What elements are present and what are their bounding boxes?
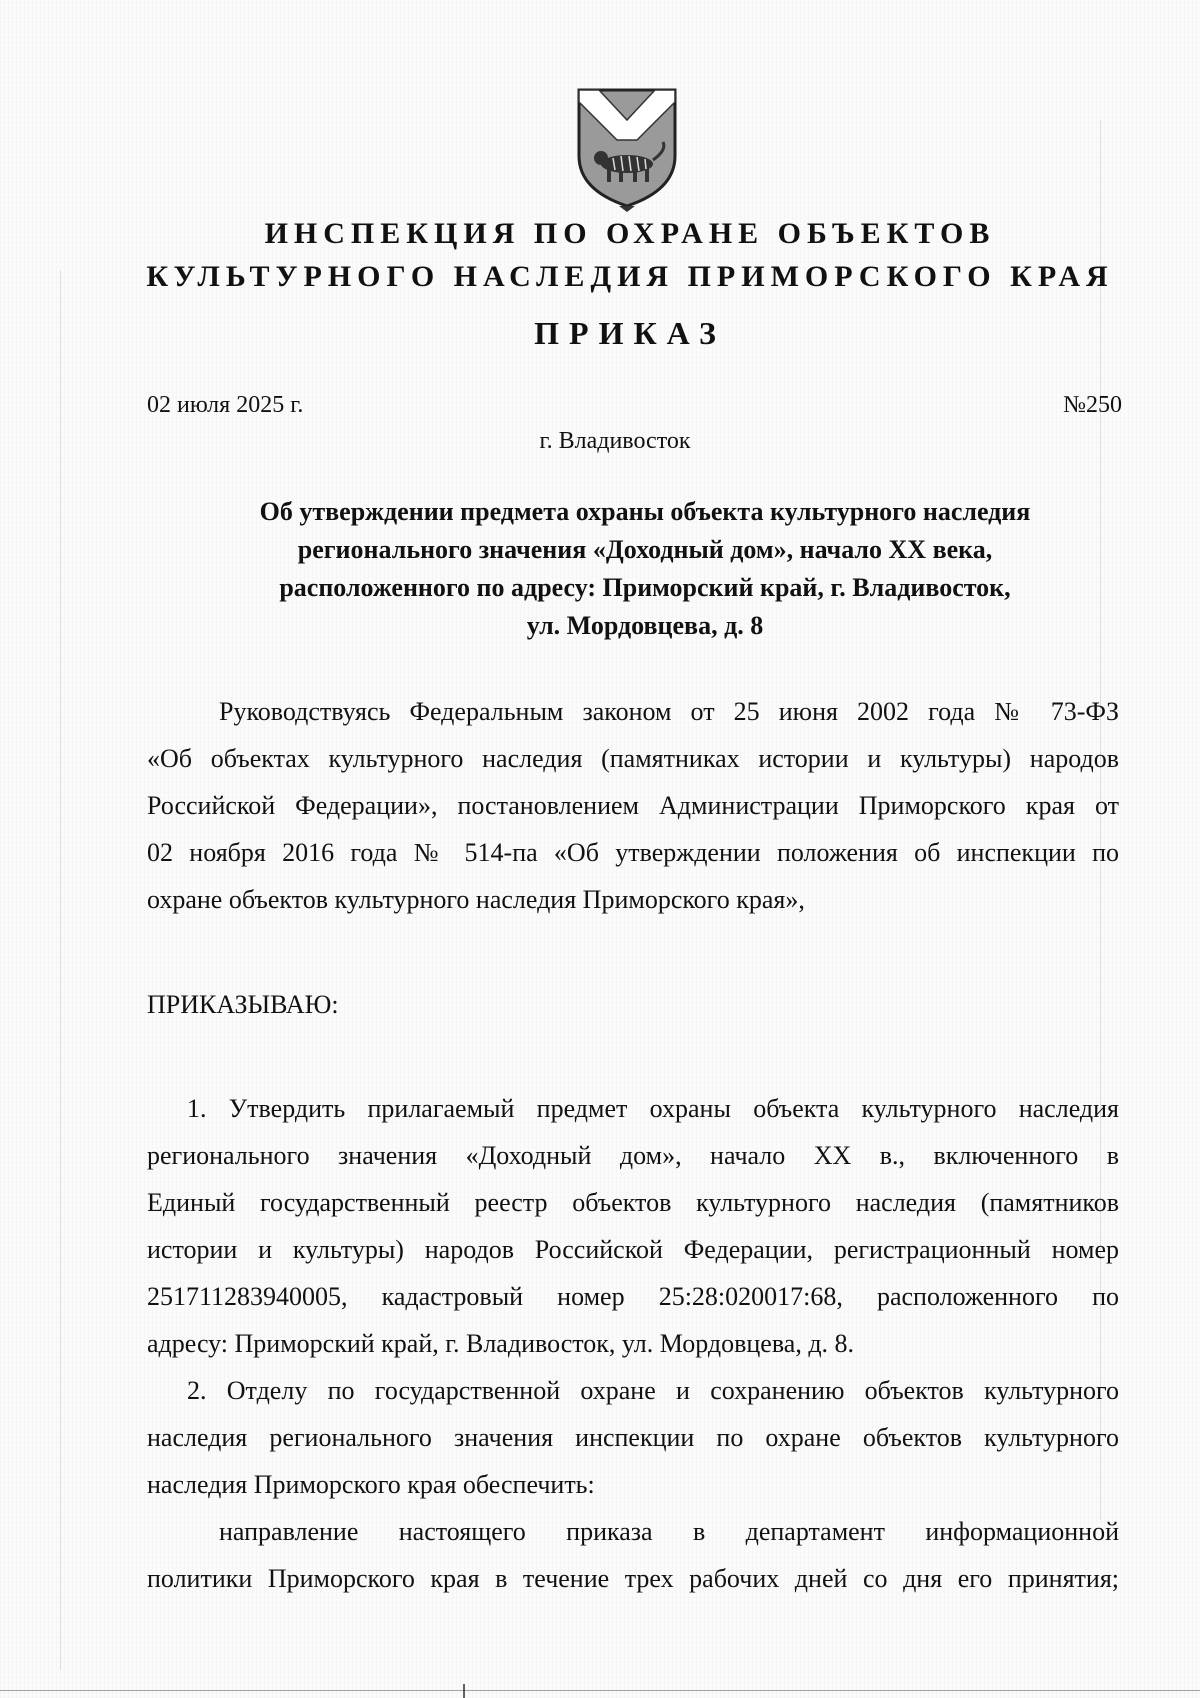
subject-line: регионального значения «Доходный дом», начало XX века, — [297, 535, 993, 564]
preamble-line: Руководствуясь Федеральным законом от 25 июня 2002 года № 73-ФЗ — [219, 697, 1119, 726]
item-line: 1. Утвердить прилагаемый предмет охраны объекта культурного наследия — [187, 1094, 1119, 1123]
subject-line: расположенного по адресу: Приморский край, г. Владивосток, — [279, 573, 1011, 602]
item-line: адресу: Приморский край, г. Владивосток, ул. Мордовцева, д. 8. — [147, 1329, 855, 1358]
order-directive-word: ПРИКАЗЫВАЮ: — [147, 990, 339, 1019]
item-line: политики Приморского края в течение трех рабочих дней со дня его принятия; — [147, 1564, 1119, 1593]
document-city: г. Владивосток — [539, 428, 691, 454]
order-items — [147, 1085, 1119, 1602]
preamble-line: 02 ноября 2016 года № 514-па «Об утверждении положения об инспекции по — [147, 838, 1119, 867]
preamble-line: Российской Федерации», постановлением Администрации Приморского края от — [147, 791, 1119, 820]
primorsky-krai-coat-of-arms-icon — [575, 86, 679, 212]
scan-artifact-line — [60, 270, 61, 1670]
subject-line: Об утверждении предмета охраны объекта культурного наследия — [259, 497, 1031, 526]
item-line: 2. Отделу по государственной охране и сохранению объектов культурного — [187, 1376, 1119, 1405]
document-subject — [150, 493, 1140, 645]
document-date: 02 июля 2025 г. — [147, 392, 304, 418]
item-line: наследия Приморского края обеспечить: — [147, 1470, 595, 1499]
document-number: №250 — [1063, 392, 1122, 418]
page-fold-mark — [463, 1684, 465, 1698]
item-line: 251711283940005, кадастровый номер 25:28:020017:68, расположенного по — [147, 1282, 1119, 1311]
preamble-line: охране объектов культурного наследия Приморского края», — [147, 885, 805, 914]
item-line: регионального значения «Доходный дом», начало XX в., включенного в — [147, 1141, 1119, 1170]
organization-name-line-1: ИНСПЕКЦИЯ ПО ОХРАНЕ ОБЪЕКТОВ — [264, 217, 996, 250]
item-line: наследия регионального значения инспекции по охране объектов культурного — [147, 1423, 1119, 1452]
organization-name-line-2: КУЛЬТУРНОГО НАСЛЕДИЯ ПРИМОРСКОГО КРАЯ — [146, 260, 1114, 293]
preamble-paragraph — [147, 688, 1119, 923]
item-line: Единый государственный реестр объектов культурного наследия (памятников — [147, 1188, 1119, 1217]
preamble-line: «Об объектах культурного наследия (памятниках истории и культуры) народов — [147, 744, 1119, 773]
item-line: истории и культуры) народов Российской Федерации, регистрационный номер — [147, 1235, 1119, 1264]
page-bottom-edge — [0, 1690, 1200, 1691]
subject-line: ул. Мордовцева, д. 8 — [526, 611, 764, 640]
document-type-title: ПРИКАЗ — [534, 315, 726, 351]
item-line: направление настоящего приказа в департамент информационной — [219, 1517, 1119, 1546]
